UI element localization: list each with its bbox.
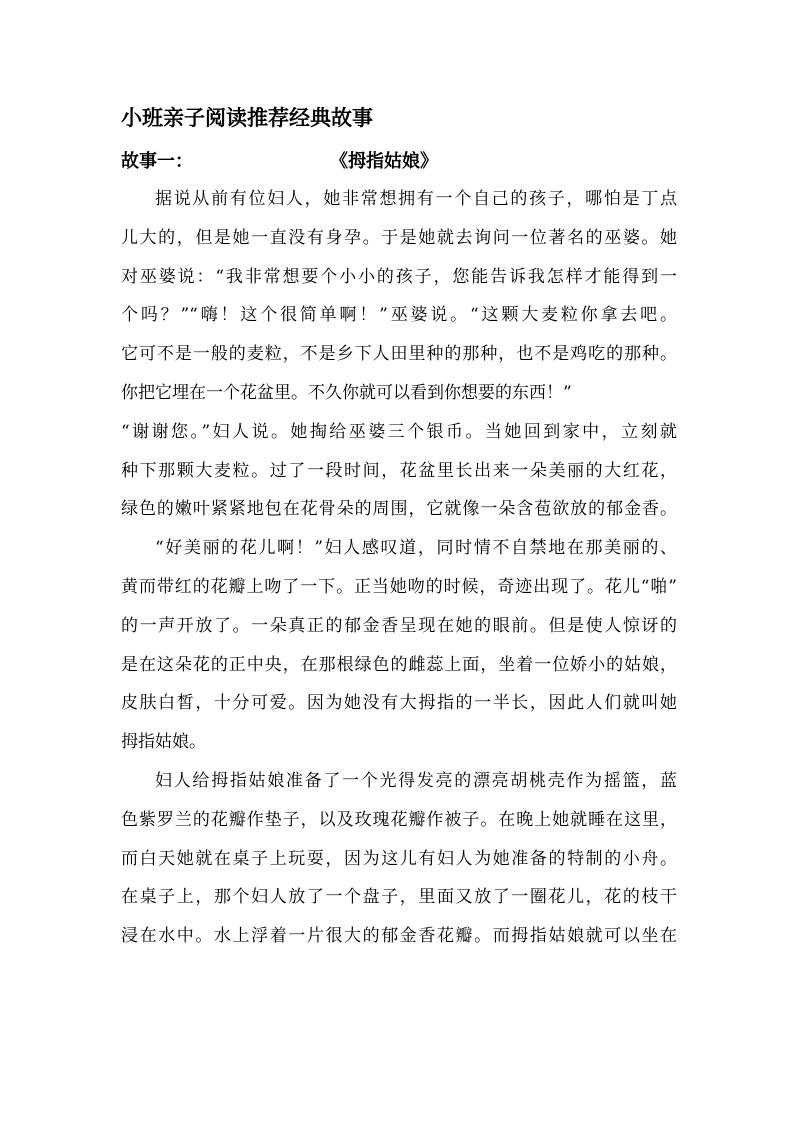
- text-line: 在桌子上，那个妇人放了一个盘子，里面又放了一圈花儿，花的枝干: [121, 887, 677, 908]
- story-heading: [121, 148, 681, 176]
- text-line: 妇人给拇指姑娘准备了一个光得发亮的漂亮胡桃壳作为摇篮，蓝: [155, 770, 677, 791]
- text-line: “好美丽的花儿啊！”妇人感叹道，同时情不自禁地在那美丽的、: [155, 538, 677, 559]
- text-line: 拇指姑娘。: [121, 732, 206, 753]
- story-label: 故事一：: [121, 151, 193, 172]
- text-line: 据说从前有位妇人，她非常想拥有一个自己的孩子，哪怕是丁点: [155, 189, 677, 209]
- text-line: 色紫罗兰的花瓣作垫子，以及玫瑰花瓣作被子。在晚上她就睡在这里，: [121, 809, 677, 830]
- text-line: “谢谢您。”妇人说。她掏给巫婆三个银币。当她回到家中，立刻就: [121, 421, 677, 442]
- text-line: 是在这朵花的正中央，在那根绿色的雌蕊上面，坐着一位娇小的姑娘，: [121, 654, 677, 675]
- text-line: 绿色的嫩叶紧紧地包在花骨朵的周围，它就像一朵含苞欲放的郁金香。: [121, 499, 677, 520]
- document-title: 小班亲子阅读推荐经典故事: [121, 105, 373, 130]
- story-name: 《拇指姑娘》: [330, 151, 438, 172]
- text-line: 的一声开放了。一朵真正的郁金香呈现在她的眼前。但是使人惊讶的: [121, 615, 677, 636]
- text-line: 种下那颗大麦粒。过了一段时间，花盆里长出来一朵美丽的大红花，: [121, 460, 677, 481]
- text-line: 黄而带红的花瓣上吻了一下。正当她吻的时候，奇迹出现了。花儿“啪”: [121, 576, 677, 597]
- story-body: [121, 180, 677, 956]
- text-line: 它可不是一般的麦粒，不是乡下人田里种的那种，也不是鸡吃的那种。: [121, 344, 677, 365]
- text-line: 儿大的，但是她一直没有身孕。于是她就去询问一位著名的巫婆。她: [121, 227, 677, 248]
- text-line: 你把它埋在一个花盆里。不久你就可以看到你想要的东西！”: [121, 382, 572, 403]
- text-line: 而白天她就在桌子上玩耍，因为这儿有妇人为她准备的特制的小舟。: [121, 848, 677, 869]
- text-line: 个吗？”“嗨！这个很简单啊！”巫婆说。“这颗大麦粒你拿去吧。: [121, 305, 677, 326]
- text-line: 对巫婆说：“我非常想要个小小的孩子，您能告诉我怎样才能得到一: [121, 266, 677, 287]
- text-line: 浸在水中。水上浮着一片很大的郁金香花瓣。而拇指姑娘就可以坐在: [121, 926, 677, 947]
- text-line: 皮肤白皙，十分可爱。因为她没有大拇指的一半长，因此人们就叫她: [121, 693, 677, 714]
